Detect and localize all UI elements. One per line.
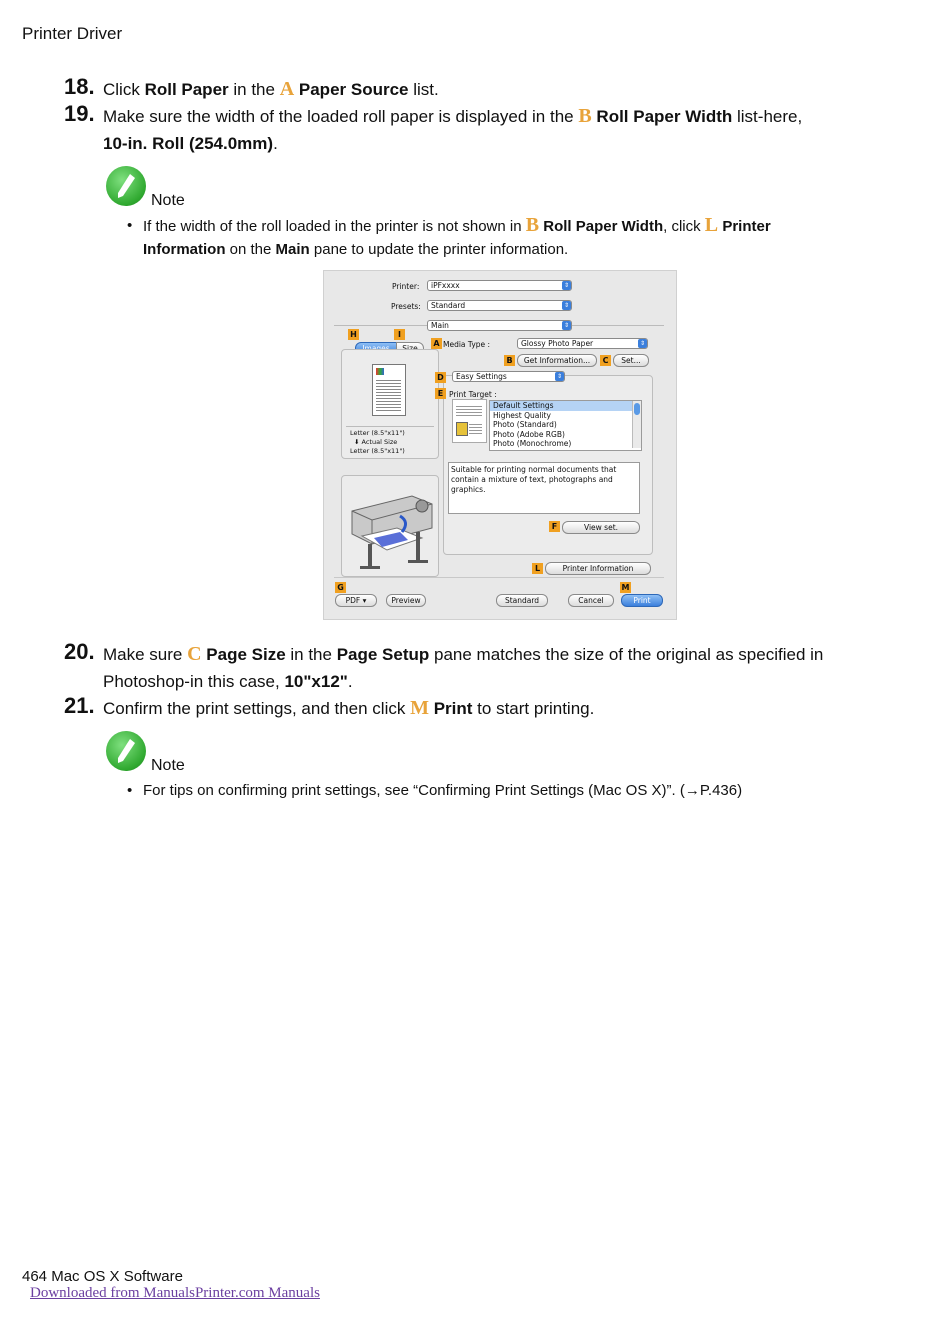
printer-image-panel: [341, 475, 439, 577]
printer-label: Printer:: [392, 282, 420, 291]
step-number: 20.: [64, 639, 95, 664]
presets-select[interactable]: Standard ⇕: [427, 300, 572, 311]
view-set-button[interactable]: View set.: [562, 521, 640, 534]
tag-m: M: [621, 583, 630, 592]
presets-label: Presets:: [391, 302, 421, 311]
note-pencil-icon: [106, 166, 146, 206]
note-text: If the width of the roll loaded in the printer is not shown in B Roll Paper Width, click L Printer Information on the Main pane to update the printer information.: [143, 214, 771, 258]
tag-g: G: [335, 582, 346, 593]
set-button[interactable]: Set...: [613, 354, 649, 367]
tag-b: B: [504, 355, 515, 366]
step-text: Make sure the width of the loaded roll paper is displayed in the B Roll Paper Width list-here, 10-in. Roll (254.0mm).: [103, 105, 803, 153]
preview-panel: [341, 349, 439, 459]
pdf-button[interactable]: PDF ▾: [335, 594, 377, 607]
download-link[interactable]: Downloaded from ManualsPrinter.com Manuals: [30, 1285, 320, 1301]
chevron-updown-icon: ⇕: [563, 302, 570, 309]
printer-information-button[interactable]: Printer Information: [545, 562, 651, 575]
note-text[interactable]: For tips on confirming print settings, see “Confirming Print Settings (Mac OS X)”. (→P.436): [143, 782, 743, 799]
divider: [334, 577, 664, 578]
page-footer: 464 Mac OS X Software: [22, 1268, 183, 1285]
tag-c: C: [600, 355, 611, 366]
easy-settings-select[interactable]: Easy Settings ⇕: [452, 371, 565, 382]
list-item[interactable]: Photo (Adobe RGB): [493, 429, 565, 439]
preview-button[interactable]: Preview: [386, 594, 426, 607]
media-type-label: Media Type :: [443, 340, 491, 349]
page-preview: [372, 364, 406, 416]
cancel-button[interactable]: Cancel: [568, 594, 614, 607]
note-label: Note: [151, 757, 185, 774]
printer-select[interactable]: iPFxxxx ⇕: [427, 280, 572, 291]
photo-thumbnail-icon: [376, 368, 384, 375]
list-item[interactable]: Default Settings: [490, 401, 641, 411]
print-target-label: Print Target :: [449, 390, 497, 399]
note-label: Note: [151, 192, 185, 209]
chevron-updown-icon: ⇕: [639, 340, 646, 347]
chevron-updown-icon: ⇕: [556, 373, 563, 380]
step-number: 19.: [64, 101, 95, 126]
scrollbar[interactable]: [632, 401, 641, 448]
description-box: Suitable for printing normal documents that contain a mixture of text, photographs and graphics.: [448, 462, 640, 514]
chevron-updown-icon: ⇕: [563, 282, 570, 289]
tag-h: H: [348, 329, 359, 340]
large-format-printer-icon: [342, 476, 438, 576]
chevron-updown-icon: ⇕: [563, 322, 570, 329]
list-item[interactable]: Photo (Standard): [493, 420, 557, 429]
step-number: 21.: [64, 693, 95, 718]
target-preview-icon: [452, 399, 487, 443]
note-pencil-icon: [106, 731, 146, 771]
step-text: Confirm the print settings, and then click M Print to start printing.: [103, 697, 595, 719]
print-button[interactable]: Print: [621, 594, 663, 607]
step-text: Click Roll Paper in the A Paper Source list.: [103, 78, 439, 100]
tag-d: D: [435, 372, 446, 383]
tag-l: L: [532, 563, 543, 574]
list-item[interactable]: Photo (Monochrome): [493, 439, 572, 448]
tag-i: I: [394, 329, 405, 340]
tag-f: F: [549, 521, 560, 532]
list-item[interactable]: Highest Quality: [493, 410, 551, 420]
page-header: Printer Driver: [22, 24, 123, 43]
divider: [346, 426, 434, 427]
get-information-button[interactable]: Get Information...: [517, 354, 597, 367]
text-lines: [376, 378, 401, 412]
step-number: 18.: [64, 74, 95, 99]
print-target-list[interactable]: [489, 400, 642, 451]
print-dialog-screenshot: [323, 270, 677, 620]
standard-button[interactable]: Standard: [496, 594, 548, 607]
step-text: Make sure C Page Size in the Page Setup pane matches the size of the original as specified in Photoshop-in this case, 10"x12".: [103, 643, 824, 691]
tag-e: E: [435, 388, 446, 399]
tag-a: A: [431, 338, 442, 349]
media-type-select[interactable]: Glossy Photo Paper ⇕: [517, 338, 648, 349]
pane-select[interactable]: Main ⇕: [427, 320, 572, 331]
preview-size-info: Letter (8.5"x11") ⬇ Actual Size Letter (8.5"x11"): [350, 429, 405, 455]
